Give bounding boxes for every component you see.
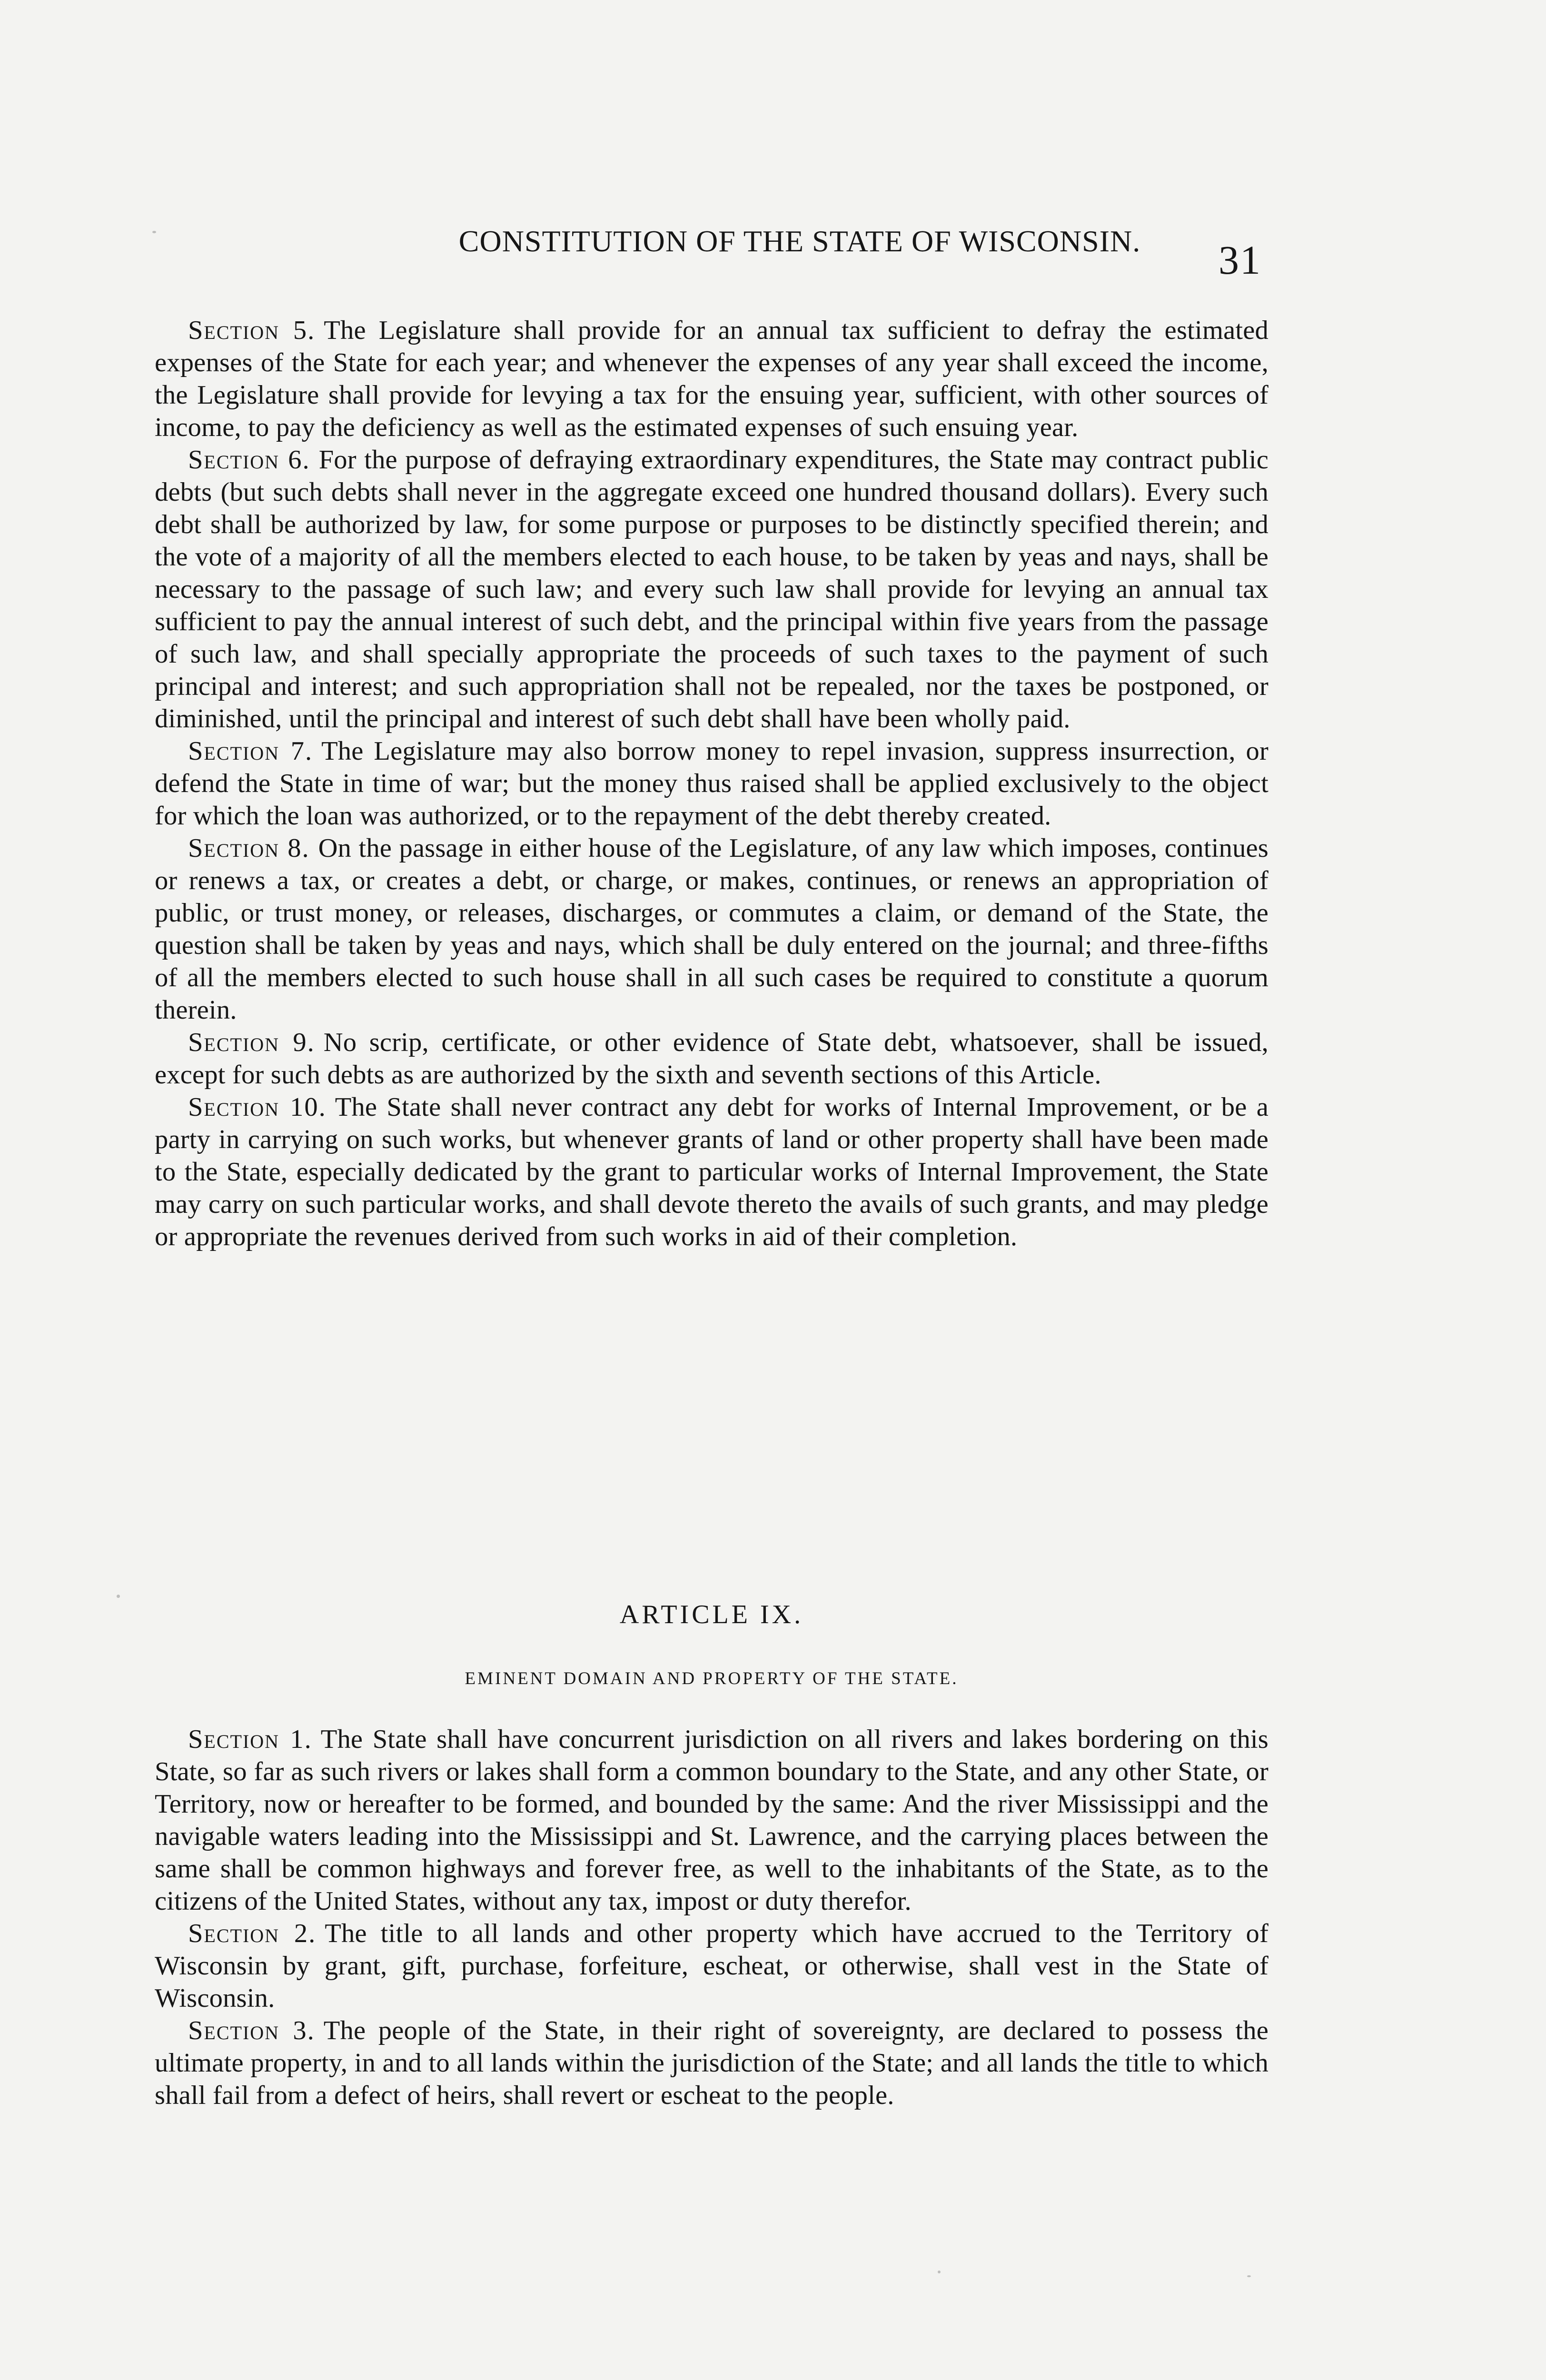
article-ix-heading: ARTICLE IX. [619,1600,804,1629]
section-6-paragraph [155,444,1269,735]
section-10-paragraph [155,1091,1269,1253]
section-5-paragraph [155,314,1269,444]
section-9-paragraph [155,1026,1269,1091]
article-ix-subtitle: EMINENT DOMAIN AND PROPERTY OF THE STATE. [465,1669,959,1688]
section-9-text: No scrip, certificate, or other evidence of State debt, whatsoever, shall be issued, except for such debts as are authorized by the sixth and seventh sections of this Article. [155,1028,1269,1090]
section-6-label: Section 6. [188,445,310,475]
article-ix-section-3-label: Section 3. [188,2016,315,2045]
article-ix-section-3-paragraph [155,2014,1269,2112]
scan-speck [938,2271,941,2273]
article-ix-section-1-text: The State shall have concurrent jurisdiction on all rivers and lakes bordering on this State, so far as such rivers or lakes shall form a common boundary to the State, and any other State, or Territory, now or hereafter to be formed, and bounded by the same: And the river Mississippi and the navigable waters leading into the Mississippi and St. Lawrence, and the carrying places between the same shall be common highways and forever free, as well to the inhabitants of the State, as to the citizens of the United States, without any tax, impost or duty therefor. [155,1725,1269,1916]
section-8-text: On the passage in either house of the Legislature, of any law which imposes, continues or renews a tax, or creates a debt, or charge, or makes, continues, or renews an appropriation of public, or trust money, or releases, discharges, or commutes a claim, or demand of the State, the question shall be taken by yeas and nays, which shall be duly entered on the journal; and three-fifths of all the members elected to such house shall in all such cases be required to constitute a quorum therein. [155,833,1269,1025]
section-7-label: Section 7. [188,736,313,766]
article-ix-text [155,1723,1269,2112]
article-ix-section-1-label: Section 1. [188,1725,312,1754]
page-number: 31 [1219,237,1261,283]
section-10-label: Section 10. [188,1092,327,1122]
scan-speck [117,1595,120,1598]
section-9-label: Section 9. [188,1028,315,1057]
scan-speck [152,231,156,233]
section-5-text: The Legislature shall provide for an annual tax sufficient to defray the estimated expenses of the State for each year; and whenever the expenses of any year shall exceed the income, the Legislature shall provide for levying a tax for the ensuing year, sufficient, with other sources of income, to pay the deficiency as well as the estimated expenses of such ensuing year. [155,316,1269,442]
article-ix-section-3-text: The people of the State, in their right of sovereignty, are declared to possess the ultimate property, in and to all lands within the jurisdiction of the State; and all lands the title to which shall fail from a defect of heirs, shall revert or escheat to the people. [155,2016,1269,2110]
article-ix-section-2-text: The title to all lands and other property which have accrued to the Territory of Wisconsin by grant, gift, purchase, forfeiture, escheat, or otherwise, shall vest in the State of Wisconsin. [155,1919,1269,2013]
article-ix-section-2-paragraph [155,1917,1269,2014]
section-7-text: The Legislature may also borrow money to repel invasion, suppress insurrection, or defend the State in time of war; but the money thus raised shall be applied exclusively to the object for which the loan was authorized, or to the repayment of the debt thereby created. [155,736,1269,831]
section-8-label: Section 8. [188,833,310,863]
article-ix-section-2-label: Section 2. [188,1919,317,1948]
article-viii-continued-text [155,314,1269,1253]
section-7-paragraph [155,735,1269,832]
section-6-text: For the purpose of defraying extraordinary expenditures, the State may contract public debts (but such debts shall never in the aggregate exceed one hundred thousand dollars). Every such debt shall be authorized by law, for some purpose or purposes to be distinctly specified therein; and the vote of a majority of all the members elected to each house, to be taken by yeas and nays, shall be necessary to the passage of such law; and every such law shall provide for levying an annual tax sufficient to pay the annual interest of such debt, and the principal within five years from the passage of such law, and shall specially appropriate the proceeds of such taxes to the payment of such principal and interest; and such appropriation shall not be repealed, nor the taxes be postponed, or diminished, until the principal and interest of such debt shall have been wholly paid. [155,445,1269,734]
running-title: CONSTITUTION OF THE STATE OF WISCONSIN. [458,224,1141,258]
section-8-paragraph [155,832,1269,1026]
scan-speck [1247,2275,1251,2277]
section-10-text: The State shall never contract any debt for works of Internal Improvement, or be a party in carrying on such works, but whenever grants of land or other property shall have been made to the State, especially dedicated by the grant to particular works of Internal Improvement, the State may carry on such particular works, and shall devote thereto the avails of such grants, and may pledge or appropriate the revenues derived from such works in aid of their completion. [155,1092,1269,1251]
article-ix-section-1-paragraph [155,1723,1269,1917]
section-5-label: Section 5. [188,316,316,345]
